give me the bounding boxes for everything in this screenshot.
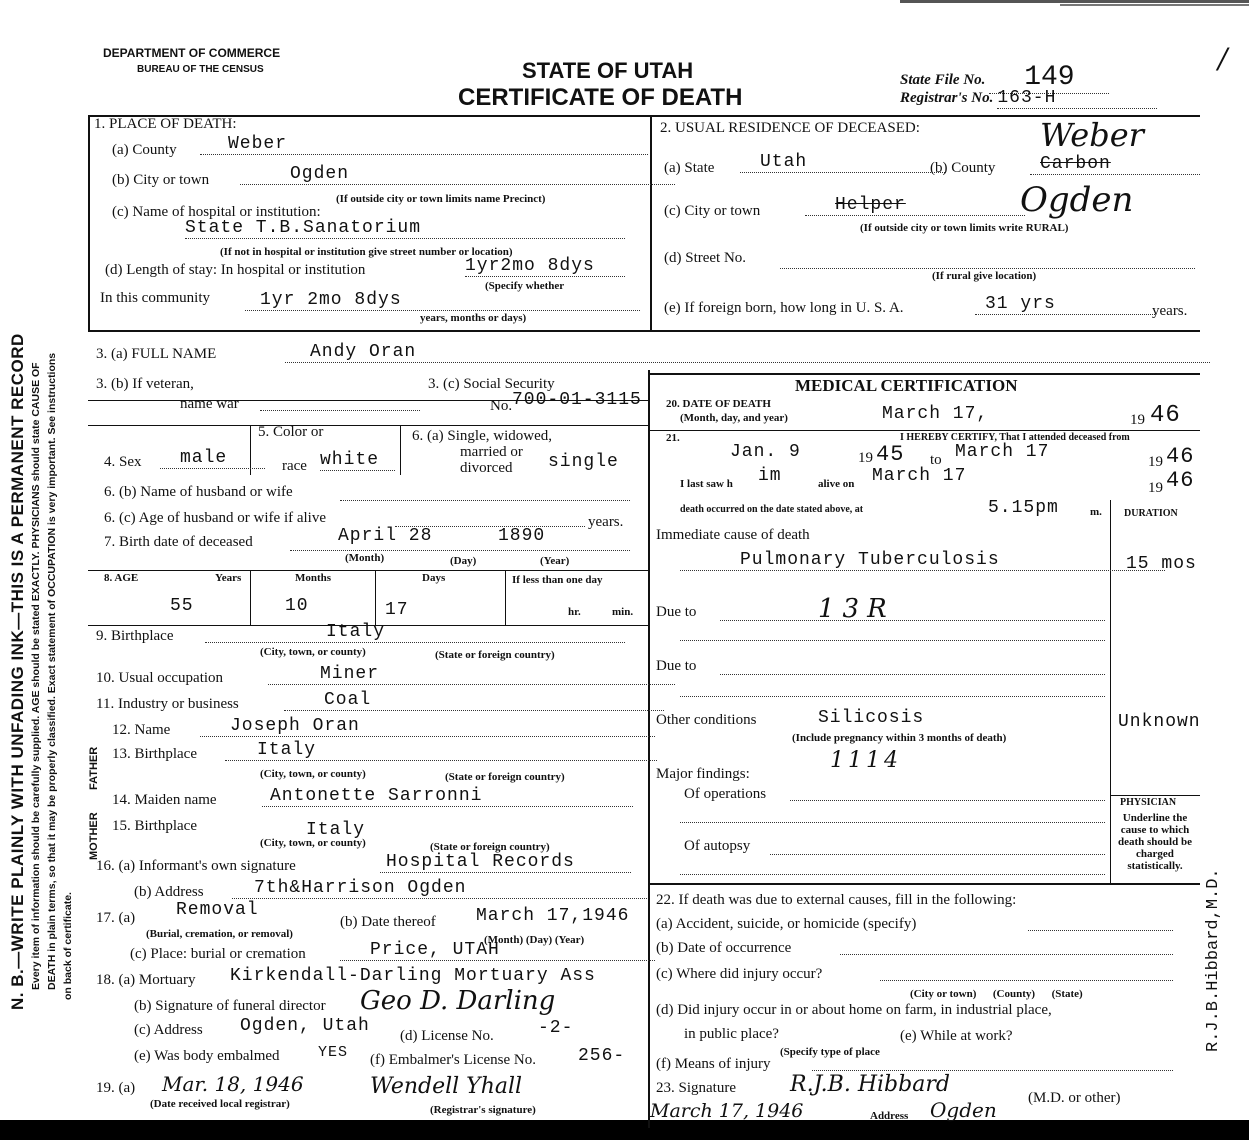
burial-date-label: (b) Date thereof (340, 914, 436, 930)
ss-value: 700-01-3115 (512, 390, 642, 410)
burial-date-note: (Month) (Day) (Year) (484, 934, 585, 946)
embalmed-label: (e) Was body embalmed (134, 1048, 280, 1064)
veteran-label: 3. (b) If veteran, (96, 376, 194, 392)
certifier-date: March 17, 1946 (650, 1100, 804, 1122)
major-findings-label: Major findings: (656, 766, 750, 782)
veteran-war-label: name war (180, 396, 239, 412)
marital-value: single (548, 452, 619, 472)
death-city-note: (If outside city or town limits name Precinct) (336, 193, 546, 205)
age-days-label: Days (422, 572, 446, 584)
external-e-label: (e) While at work? (900, 1028, 1013, 1044)
race-label: race (282, 458, 307, 474)
death-time-value: 5.15pm (988, 498, 1059, 518)
death-time-label: death occurred on the date stated above, at (680, 504, 864, 515)
stay-value: 1yr2mo 8dys (465, 256, 625, 277)
father-name-label: 12. Name (112, 722, 171, 738)
death-city-label: (b) City or town (112, 172, 210, 188)
alive-year-prefix: 19 (1148, 480, 1163, 496)
death-date-value: March 17, (882, 404, 989, 424)
birthplace-note-1: (City, town, or county) (260, 646, 366, 658)
father-birthplace-value: Italy (225, 740, 657, 761)
age-months-label: Months (295, 572, 332, 584)
hospital-label: (c) Name of hospital or institution: (112, 204, 321, 220)
sex-value: male (160, 448, 265, 469)
external-heading: 22. If death was due to external causes, fill in the following: (656, 892, 1017, 908)
residence-county-label: (b) County (930, 160, 996, 176)
attended-to-prefix: 19 (1148, 454, 1163, 470)
external-d-note: (Specify type of place (780, 1046, 880, 1058)
attended-to-year: 46 (1166, 444, 1195, 469)
stay-note: (Specify whether (485, 280, 565, 292)
embalmed-value: YES (318, 1044, 349, 1061)
community-label: In this community (100, 290, 210, 306)
mother-birthplace-value: Italy (306, 820, 366, 840)
external-d-label-2: in public place? (684, 1026, 779, 1042)
attended-from-date: Jan. 9 (730, 442, 801, 462)
hospital-value: State T.B.Sanatorium (185, 218, 625, 239)
filed-label: 19. (a) (96, 1080, 136, 1096)
minutes-label: min. (612, 606, 634, 618)
duration-heading: DURATION (1124, 508, 1178, 519)
residence-heading: 2. USUAL RESIDENCE OF DECEASED: (660, 120, 920, 136)
residence-city-label: (c) City or town (664, 203, 761, 219)
attended-from-year: 45 (876, 442, 905, 467)
birth-date-label: 7. Birth date of deceased (104, 534, 253, 550)
death-date-note: (Month, day, and year) (680, 412, 788, 424)
death-date-label: 20. DATE OF DEATH (666, 398, 771, 410)
father-birthplace-note-2: (State or foreign country) (445, 771, 565, 783)
age-days-value: 17 (385, 600, 409, 620)
funeral-director-signature: Geo D. Darling (360, 986, 556, 1016)
certifier-address-label: Address (870, 1110, 909, 1122)
registrar-signature-note: (Registrar's signature) (430, 1104, 536, 1116)
external-d-label: (d) Did injury occur in or about home on farm, in industrial place, (656, 1002, 1052, 1018)
foreign-label: (e) If foreign born, how long in U. S. A. (664, 300, 904, 316)
street-label: (d) Street No. (664, 250, 747, 266)
residence-state-value: Utah (740, 152, 945, 173)
death-year-value: 46 (1150, 402, 1181, 429)
license-label: (d) License No. (400, 1028, 494, 1044)
mother-birthplace-label: 15. Birthplace (112, 818, 197, 834)
place-heading: 1. PLACE OF DEATH: (94, 116, 237, 132)
registrar-signature: Wendell Yhall (370, 1074, 523, 1099)
death-city-value: Ogden (240, 164, 675, 185)
other-conditions-duration: Unknown (1118, 712, 1201, 732)
spouse-age-unit: years. (588, 514, 624, 530)
burial-method-note: (Burial, cremation, or removal) (146, 928, 293, 940)
race-value: white (320, 450, 395, 471)
bureau-label: BUREAU OF THE CENSUS (137, 64, 264, 75)
immediate-cause-label: Immediate cause of death (656, 527, 810, 543)
external-c-note: (City or town) (County) (State) (910, 988, 1083, 1000)
other-conditions-label: Other conditions (656, 712, 757, 728)
burial-place-label: (c) Place: burial or cremation (130, 946, 306, 962)
residence-handwritten: Weber (1040, 116, 1144, 154)
other-conditions-value: Silicosis (818, 708, 925, 728)
external-c-label: (c) Where did injury occur? (656, 966, 823, 982)
state-file-number: 149 (989, 62, 1109, 94)
burial-label: 17. (a) (96, 910, 136, 926)
certifier-signature-label: 23. Signature (656, 1080, 736, 1096)
last-saw-value: im (758, 466, 782, 486)
operations-label: Of operations (684, 786, 767, 802)
due-to-2-label: Due to (656, 658, 697, 674)
embalmer-license-value: 256- (578, 1046, 626, 1066)
informant-signature-label: 16. (a) Informant's own signature (96, 858, 296, 874)
ss-label: 3. (c) Social Security (428, 376, 555, 392)
mortuary-address-label: (c) Address (134, 1022, 203, 1038)
mother-side-label: MOTHER (88, 812, 100, 860)
margin-instructions-3: on back of certificate. (62, 892, 74, 1000)
alive-on-date: March 17 (872, 466, 967, 486)
full-name-value: Andy Oran (285, 342, 1210, 363)
mortuary-label: 18. (a) Mortuary (96, 972, 196, 988)
handwritten-code: 1114 (830, 748, 902, 773)
residence-city-note: (If outside city or town limits write RURAL) (860, 222, 1069, 234)
registrar-number-field (900, 88, 1157, 109)
foreign-value: 31 yrs (975, 294, 1155, 315)
sex-label: 4. Sex (104, 454, 142, 470)
certify-text: I HEREBY CERTIFY, That I attended deceased from (900, 432, 1130, 443)
burial-place-value: Price, UTAH (340, 940, 655, 961)
death-county-label: (a) County (112, 142, 177, 158)
mother-birthplace-note-1: (City, town, or county) (260, 837, 366, 849)
certify-number: 21. (666, 432, 680, 444)
community-note: years, months or days) (420, 312, 527, 324)
hospital-note: (If not in hospital or institution give street number or location) (220, 246, 513, 258)
residence-county-value: Carbon (1030, 154, 1200, 175)
certifier-md-label: (M.D. or other) (1028, 1090, 1121, 1106)
immediate-cause-value: Pulmonary Tuberculosis (680, 550, 1165, 571)
spouse-age-label: 6. (c) Age of husband or wife if alive (104, 510, 327, 526)
hours-label: hr. (568, 606, 581, 618)
community-value: 1yr 2mo 8dys (245, 290, 640, 311)
informant-address-value: 7th&Harrison Ogden (232, 878, 647, 899)
external-f-label: (f) Means of injury (656, 1056, 771, 1072)
state-file-label: State File No. (900, 72, 986, 88)
birthplace-label: 9. Birthplace (96, 628, 174, 644)
mortuary-address-value: Ogden, Utah (240, 1016, 370, 1036)
color-label: 5. Color or (258, 424, 324, 440)
father-birthplace-label: 13. Birthplace (112, 746, 197, 762)
birthplace-note-2: (State or foreign country) (435, 649, 555, 661)
birthplace-value: Italy (326, 622, 386, 642)
father-name-value: Joseph Oran (200, 716, 655, 737)
attended-from-prefix: 19 (858, 450, 873, 466)
less-than-day-label: If less than one day (512, 574, 603, 586)
due-to-1-handwritten: 13R (818, 594, 895, 624)
birth-month-value: April 28 (338, 526, 433, 546)
residence-state-label: (a) State (664, 160, 715, 176)
birth-year-note: (Year) (540, 555, 570, 567)
street-note: (If rural give location) (932, 270, 1037, 282)
other-conditions-note: (Include pregnancy within 3 months of death) (792, 732, 1007, 744)
registrar-label: Registrar's No. (900, 90, 994, 106)
due-to-1-label: Due to (656, 604, 697, 620)
marital-label-2: married or (460, 444, 523, 460)
margin-instructions-1: Every item of information should be carefully supplied. AGE should be stated EXACTLY. PHYSICIANS should state CAUSE OF (30, 362, 42, 990)
marital-label: 6. (a) Single, widowed, (412, 428, 552, 444)
mother-name-value: Antonette Sarronni (262, 786, 633, 807)
registrar-number: 163-H (997, 88, 1157, 109)
attended-to-date: March 17 (955, 442, 1050, 462)
physician-side-name: R.J.B.Hibbard,M.D. (1204, 868, 1223, 1052)
full-name-label: 3. (a) FULL NAME (96, 346, 217, 362)
foreign-unit: years. (1152, 303, 1188, 319)
mother-birthplace-note-2: (State or foreign country) (430, 841, 550, 853)
filed-date-note: (Date received local registrar) (150, 1098, 290, 1110)
death-time-unit: m. (1090, 506, 1102, 518)
stay-label: (d) Length of stay: In hospital or institution (105, 262, 366, 278)
father-birthplace-note-1: (City, town, or county) (260, 768, 366, 780)
attended-to-label: to (930, 452, 942, 468)
death-county-value: Weber (200, 134, 648, 155)
age-years-value: 55 (170, 596, 194, 616)
industry-label: 11. Industry or business (96, 696, 239, 712)
alive-year-value: 46 (1166, 468, 1195, 493)
department-label: DEPARTMENT OF COMMERCE (103, 46, 281, 60)
certificate-title: CERTIFICATE OF DEATH (458, 84, 743, 111)
mother-name-label: 14. Maiden name (112, 792, 217, 808)
license-value: -2- (538, 1018, 574, 1038)
embalmer-license-label: (f) Embalmer's License No. (370, 1052, 536, 1068)
funeral-director-label: (b) Signature of funeral director (134, 998, 326, 1014)
birth-day-note: (Day) (450, 555, 477, 567)
burial-date-value: March 17,1946 (476, 906, 630, 926)
filed-date-value: Mar. 18, 1946 (162, 1072, 304, 1096)
residence-city-value: Helper (805, 195, 1025, 216)
age-years-label: Years (215, 572, 242, 584)
certifier-signature: R.J.B. Hibbard (790, 1072, 950, 1097)
margin-instructions-2: DEATH in plain terms, so that it may be properly classified. Exact statement of OCCUPATION is very important. See instructions (46, 352, 58, 990)
certifier-address: Ogden (930, 1098, 997, 1122)
birth-month-note: (Month) (345, 552, 385, 564)
state-title: STATE OF UTAH (522, 58, 694, 83)
physician-note: Underline the cause to which death should be charged statistically. (1118, 812, 1192, 872)
margin-notice: N. B.—WRITE PLAINLY WITH UNFADING INK—THIS IS A PERMANENT RECORD (8, 333, 27, 1010)
ss-no-label: No. (490, 398, 513, 414)
father-side-label: FATHER (88, 746, 100, 790)
physician-label: PHYSICIAN (1120, 797, 1177, 808)
external-a-label: (a) Accident, suicide, or homicide (specify) (656, 916, 917, 932)
spouse-label: 6. (b) Name of husband or wife (104, 484, 293, 500)
occupation-label: 10. Usual occupation (96, 670, 224, 686)
birth-year-value: 1890 (498, 526, 546, 546)
mortuary-value: Kirkendall-Darling Mortuary Ass (230, 966, 596, 986)
corner-mark: / (1218, 42, 1228, 75)
marital-label-3: divorced (460, 460, 513, 476)
death-year-prefix: 19 (1130, 412, 1145, 428)
residence-city-handwritten: Ogden (1020, 180, 1134, 220)
age-label: 8. AGE (104, 572, 139, 584)
age-months-value: 10 (285, 596, 309, 616)
informant-signature-value: Hospital Records (380, 852, 631, 873)
occupation-value: Miner (268, 664, 675, 685)
immediate-cause-duration: 15 mos (1126, 554, 1197, 574)
industry-value: Coal (284, 690, 664, 711)
frame-top-line (88, 115, 1200, 117)
autopsy-label: Of autopsy (684, 838, 751, 854)
burial-method-value: Removal (176, 900, 259, 920)
last-saw-label: I last saw h (680, 478, 733, 490)
external-b-label: (b) Date of occurrence (656, 940, 792, 956)
alive-on-label: alive on (818, 478, 855, 490)
medical-heading: MEDICAL CERTIFICATION (795, 376, 1018, 395)
informant-address-label: (b) Address (134, 884, 204, 900)
